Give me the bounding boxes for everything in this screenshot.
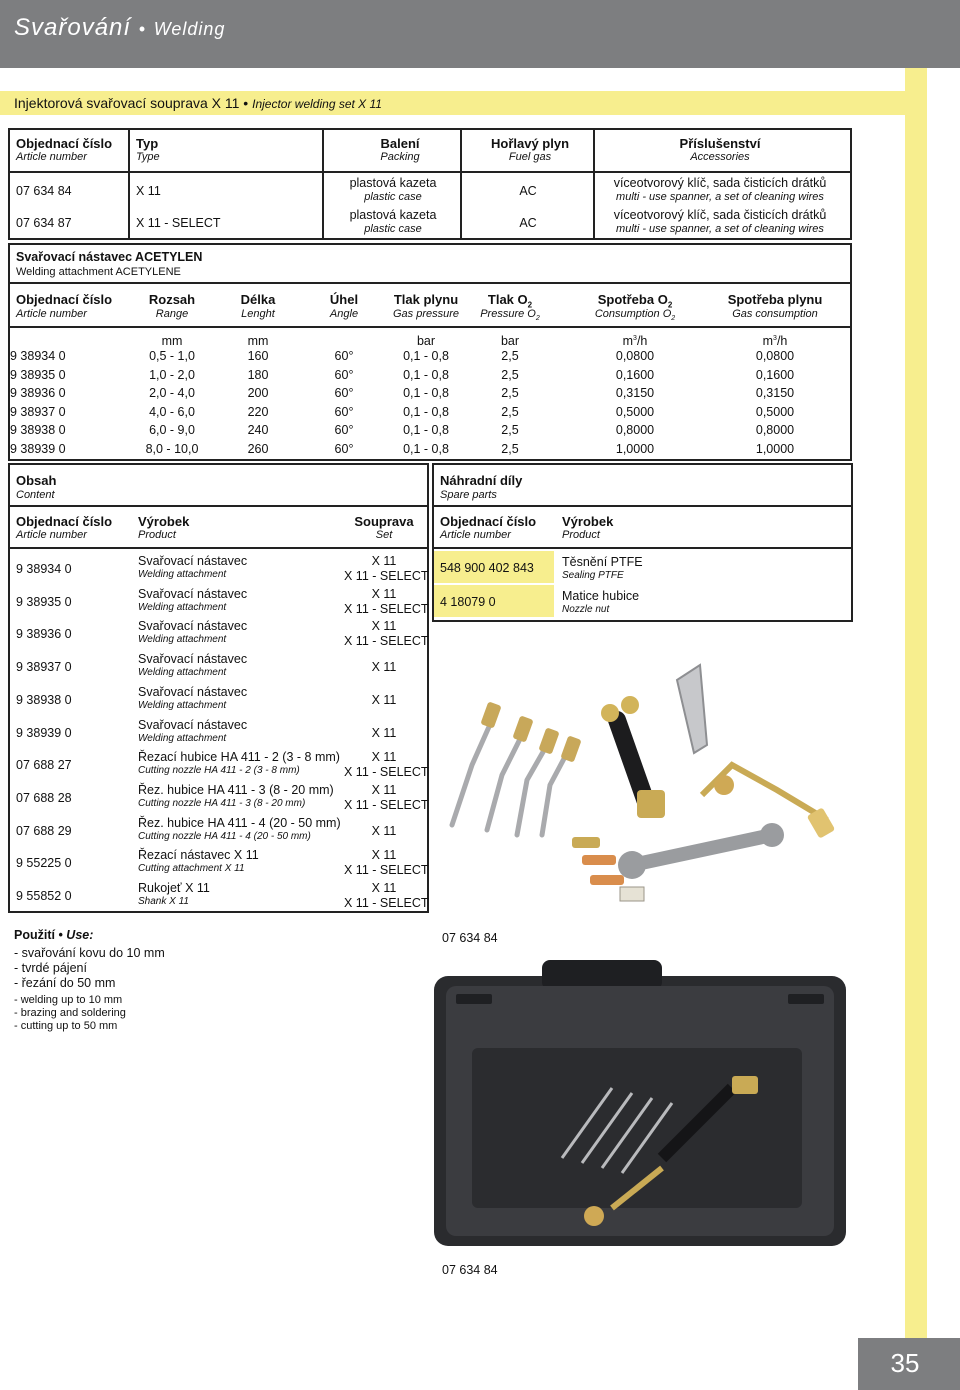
cell-length: 260 [247, 442, 269, 456]
cell-angle: 60° [334, 386, 354, 401]
divider [10, 171, 850, 173]
table-row [10, 386, 850, 404]
cell-o2-p: 2,5 [501, 386, 519, 401]
cell-set: X 11 [371, 750, 397, 765]
cell-product: Řez. hubice HA 411 - 3 (8 - 20 mm) [138, 782, 334, 797]
cell-length: 240 [247, 423, 269, 438]
packing-table [8, 128, 852, 240]
cell-set-2: X 11 - SELECT [344, 601, 429, 616]
cell-set-2: X 11 - SELECT [344, 896, 429, 910]
cell-product-en: Welding attachment [138, 634, 227, 646]
cell-product-en: Welding attachment [138, 732, 227, 744]
cell-product-en: Welding attachment [138, 699, 227, 711]
side-accent-bar [905, 68, 927, 1390]
cell-product-en: Cutting nozzle HA 411 - 2 (3 - 8 mm) [138, 765, 300, 777]
cell-range: 0,5 - 1,0 [149, 349, 195, 363]
cell-gas-p: 0,1 - 0,8 [403, 349, 449, 363]
cell-gas-p: 0,1 - 0,8 [403, 423, 449, 438]
cell-article: 9 38936 0 [16, 627, 72, 642]
table-row [10, 368, 850, 386]
divider [10, 547, 427, 549]
packing-table-header: Objednací číslo Article number Typ Type Balení Packing Hořlavý plyn Fuel gas Příslušenství Accessories [16, 136, 761, 163]
photo-caption-top: 07 634 84 [442, 931, 498, 945]
cell-angle: 60° [334, 367, 354, 382]
cell-o2-c: 0,1600 [615, 367, 655, 382]
cell-angle: 60° [334, 349, 354, 363]
product-photo-case [432, 958, 853, 1277]
cell-article: 9 38934 0 [10, 349, 66, 363]
cell-article: 07 688 28 [16, 790, 72, 805]
cell-o2-c: 1,0000 [615, 442, 655, 456]
cell-product: Svařovací nástavec [138, 586, 248, 601]
cell-range: 6,0 - 9,0 [149, 423, 195, 438]
cell-o2-p: 2,5 [501, 442, 519, 456]
cell-article: 9 38935 0 [10, 367, 66, 382]
cell-set-2: X 11 - SELECT [344, 765, 429, 780]
cell-gas-c: 0,1600 [755, 367, 795, 382]
cell-o2-c: 0,5000 [615, 404, 655, 419]
table-row [10, 442, 850, 460]
cell-article: 9 38935 0 [16, 594, 72, 609]
cell-length: 180 [247, 367, 269, 382]
cell-article: 07 688 27 [16, 758, 72, 773]
table-row [10, 405, 850, 423]
cell-set-2: X 11 - SELECT [344, 634, 429, 649]
cell-article: 9 38937 0 [16, 660, 72, 675]
use-section: Použití • Use: - svařování kovu do 10 mm - tvrdé pájení - řezání do 50 mm - welding up to 10 mm - brazing and soldering - cutting up to 50 mm [14, 928, 165, 1032]
table-row [10, 749, 427, 781]
cell-gas-p: 0,1 - 0,8 [403, 367, 449, 382]
table-row [10, 586, 427, 618]
cell-product-en: Cutting attachment X 11 [138, 863, 245, 875]
cell-product: Svařovací nástavec [138, 684, 248, 699]
divider [10, 326, 850, 328]
divider [434, 547, 851, 549]
cell-range: 1,0 - 2,0 [149, 367, 195, 382]
cell-article: 9 38936 0 [10, 386, 66, 401]
cell-product-en: Welding attachment [138, 667, 227, 679]
cell-range: 8,0 - 10,0 [145, 442, 199, 456]
attachment-subtitle: Welding attachment ACETYLENE [16, 266, 181, 278]
cell-set: X 11 [371, 619, 397, 634]
plastic-case-illustration [432, 958, 853, 1258]
table-row [10, 553, 427, 585]
table-row [10, 349, 850, 367]
table-row [10, 684, 427, 716]
section-title: Injektorová svařovací souprava X 11 • Injector welding set X 11 [14, 95, 382, 111]
cell-gas-c: 0,8000 [755, 423, 795, 438]
cell-article: 9 38937 0 [10, 404, 66, 419]
photo-caption-bottom: 07 634 84 [442, 1263, 498, 1277]
cell-set: X 11 [371, 881, 397, 895]
divider [10, 282, 850, 284]
cell-article: 9 55852 0 [16, 889, 72, 903]
cell-product-en: Cutting nozzle HA 411 - 3 (8 - 20 mm) [138, 797, 306, 809]
table-row [10, 815, 427, 847]
section-title-bar [0, 91, 905, 115]
cell-product: Řezací hubice HA 411 - 2 (3 - 8 mm) [138, 750, 340, 765]
cell-article: 9 38939 0 [10, 442, 66, 456]
cell-set-2: X 11 - SELECT [344, 797, 429, 812]
cell-product-en: Welding attachment [138, 601, 227, 613]
cell-range: 2,0 - 4,0 [149, 386, 195, 401]
cell-gas-p: 0,1 - 0,8 [403, 386, 449, 401]
cell-set-2: X 11 - SELECT [344, 863, 429, 878]
cell-product: Řezací nástavec X 11 [138, 848, 259, 863]
table-row: 4 18079 0 Matice hubice Nozzle nut [434, 585, 851, 617]
table-row [10, 880, 427, 912]
cell-set: X 11 [371, 782, 397, 797]
cell-product: Svařovací nástavec [138, 554, 248, 568]
table-row: 548 900 402 843 Těsnění PTFE Sealing PTFE [434, 551, 851, 583]
attachment-title: Svařovací nástavec ACETYLEN [16, 250, 203, 264]
cell-set: X 11 [371, 848, 397, 863]
cell-set: X 11 [371, 725, 397, 740]
cell-gas-c: 0,0800 [755, 349, 795, 363]
table-row [10, 782, 427, 814]
page-title: Svařování • Welding [14, 14, 226, 41]
cell-o2-c: 0,0800 [615, 349, 655, 363]
cell-o2-p: 2,5 [501, 349, 519, 363]
cell-article: 9 38934 0 [16, 562, 72, 576]
cell-angle: 60° [334, 404, 354, 419]
cell-set: X 11 [371, 554, 397, 568]
cell-gas-p: 0,1 - 0,8 [403, 442, 449, 456]
cell-length: 160 [247, 349, 269, 363]
cell-gas-p: 0,1 - 0,8 [403, 404, 449, 419]
cell-o2-c: 0,3150 [615, 386, 655, 401]
table-row: 07 634 84 X 11 plastová kazeta plastic case AC víceotvorový klíč, sada čisticích drátků multi - use spanner, a set of cleaning wires [16, 176, 827, 203]
cell-range: 4,0 - 6,0 [149, 404, 195, 419]
cell-product: Rukojeť X 11 [138, 881, 210, 895]
cell-angle: 60° [334, 442, 354, 456]
content-table: Obsah Content Objednací číslo Article number Výrobek Product Souprava Set 9 38934 0 Svařovací nástavec Welding attachment X 11 X 11 - SELECT 9 38935 0 Svařovací nástavec Welding attachment X 11 X 11 - SELECT 9 38936 0 Svařovací nástavec Welding attachment X 11 X 11 - SELECT 9 38937 0 Svařovací nástavec Welding attachment X 11 9 38938 0 Svařovací nástavec Welding attachment X 11 9 38939 0 Svařovací nástavec Welding attachment X 11 07 688 27 Řezací hubice HA 411 - 2 (3 - 8 mm) Cutting nozzle HA 411 - 2 (3 - 8 mm) X 11 X 11 - SELECT 07 688 28 Řez. hubice HA 411 - 3 (8 - 20 mm) Cutting nozzle HA 411 - 3 (8 - 20 mm) X 11 X 11 - SELECT 07 688 29 Řez. hubice HA 411 - 4 (20 - 50 mm) Cutting nozzle HA 411 - 4 (20 - 50 mm) X 11 9 55225 0 Řezací nástavec X 11 Cutting attachment X 11 X 11 X 11 - SELECT 9 55852 0 Rukojeť X 11 Shank X 11 X 11 X 11 - SELECT [8, 463, 429, 913]
divider [10, 505, 427, 507]
page-number: 35 [890, 1348, 920, 1378]
cell-product: Svařovací nástavec [138, 717, 248, 732]
cell-product-en: Cutting nozzle HA 411 - 4 (20 - 50 mm) [138, 830, 311, 842]
cell-set: X 11 [371, 823, 397, 838]
cell-article: 9 38939 0 [16, 725, 72, 740]
cell-o2-p: 2,5 [501, 404, 519, 419]
cell-product-en: Shank X 11 [138, 896, 189, 907]
divider [434, 505, 851, 507]
table-row [10, 651, 427, 683]
cell-length: 200 [247, 386, 269, 401]
cell-article: 9 55225 0 [16, 856, 72, 871]
cell-set: X 11 [371, 692, 397, 707]
cell-set: X 11 [371, 586, 397, 601]
cell-gas-c: 1,0000 [755, 442, 795, 456]
cell-o2-p: 2,5 [501, 423, 519, 438]
page-header [0, 0, 960, 68]
cell-article: 9 38938 0 [10, 423, 66, 438]
cell-angle: 60° [334, 423, 354, 438]
product-photo-components [432, 625, 853, 945]
attachment-table: Svařovací nástavec ACETYLEN Welding attachment ACETYLENE Objednací číslo Article number Rozsah Range Délka Lenght Úhel Angle Tlak plynu Gas pressure Tlak $O_2$ Pressure $O_2$ Spotřeba $O_2$ Consumption $O_2$ Spotřeba plynu Gas consumption mm mm bar bar $m^3/h$ $m^3/h$ 9 38934 0 0,5 - 1,0 160 60° 0,1 - 0,8 2,5 0,0800 0,0800 9 38935 0 1,0 - 2,0 180 60° 0,1 - 0,8 2,5 0,1600 0,1600 9 38936 0 2,0 - 4,0 200 60° 0,1 - 0,8 2,5 0,3150 0,3150 9 38937 0 4,0 - 6,0 220 60° 0,1 - 0,8 2,5 0,5000 0,5000 9 38938 0 6,0 - 9,0 240 60° 0,1 - 0,8 2,5 0,8000 0,8000 9 38939 0 8,0 - 10,0 260 60° 0,1 - 0,8 2,5 1,0000 1,0000 [8, 243, 852, 461]
cell-o2-p: 2,5 [501, 367, 519, 382]
cell-set: X 11 [371, 660, 397, 675]
cell-gas-c: 0,3150 [755, 386, 795, 401]
spare-parts-table: Náhradní díly Spare parts Objednací číslo Article number Výrobek Product 548 900 402 843 Těsnění PTFE Sealing PTFE 4 18079 0 Matice hubice Nozzle nut [432, 463, 853, 622]
cell-product: Řez. hubice HA 411 - 4 (20 - 50 mm) [138, 815, 341, 830]
cell-article: 9 38938 0 [16, 692, 72, 707]
cell-product-en: Welding attachment [138, 569, 227, 580]
cell-o2-c: 0,8000 [615, 423, 655, 438]
table-row [10, 717, 427, 749]
cell-product: Svařovací nástavec [138, 619, 248, 634]
cell-length: 220 [247, 404, 269, 419]
table-row [10, 423, 850, 441]
page-number-box [858, 1338, 960, 1390]
table-row: 07 634 87 X 11 - SELECT plastová kazeta plastic case AC víceotvorový klíč, sada čisticích drátků multi - use spanner, a set of cleaning wires [16, 208, 827, 235]
cell-set-2: X 11 - SELECT [344, 569, 429, 583]
cell-article: 07 688 29 [16, 823, 72, 838]
table-row [10, 847, 427, 879]
torch-components-illustration [432, 625, 853, 915]
cell-gas-c: 0,5000 [755, 404, 795, 419]
table-row [10, 618, 427, 650]
cell-product: Svařovací nástavec [138, 652, 248, 667]
